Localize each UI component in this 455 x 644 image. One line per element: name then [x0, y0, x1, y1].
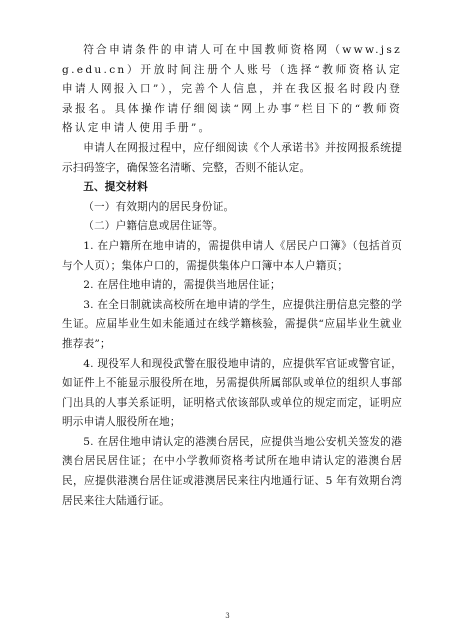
item-household-info: （二）户籍信息或居住证等。	[83, 220, 224, 233]
subitem-5: 5. 在居住地申请认定的港澳台居民，应提供当地公安机关签发的港澳台居民居住证；在中小学教师资格考试所在地申请认定的港澳台居民，应提供港澳台居住证或港澳居民来往内地通行证、5 年有效期台湾居民来往大陆通行证。	[62, 435, 402, 507]
subitem-3: 3. 在全日制就读高校所在地申请的学生，应提供注册信息完整的学生证。应届毕业生如未能通过在线学籍核验，需提供“应届毕业生就业推荐表”；	[62, 298, 402, 350]
subitem-1: 1. 在户籍所在地申请的，需提供申请人《居民户口簿》（包括首页与个人页）；集体户口的，需提供集体户口簿中本人户籍页；	[62, 239, 402, 272]
subitem-4: 4. 现役军人和现役武警在服役地申请的，应提供军官证或警官证，如证件上不能显示服役所在地，另需提供所属部队或单位的组织人事部门出具的人事关系证明，证明格式依该部队或单位的规定而定，证明应明示申请人服役所在地；	[62, 357, 402, 429]
item-id-card: （一）有效期内的居民身份证。	[83, 200, 235, 213]
page-number: 3	[225, 612, 230, 620]
document-body	[62, 41, 402, 511]
section-heading: 五、提交材料	[83, 181, 148, 194]
registration-paragraph: 符合申请条件的申请人可在中国教师资格网（www.jszg.edu.cn）开放时间注册个人账号（选择“教师资格认定申请人网报入口”），完善个人信息，并在我区报名时段内登录报名。具体操作请仔细阅读“网上办事”栏目下的“教师资格认定申请人使用手册”。	[62, 44, 402, 135]
signature-paragraph: 申请人在网报过程中，应仔细阅读《个人承诺书》并按网报系统提示扫码签字，确保签名清晰、完整，否则不能认定。	[62, 141, 402, 174]
subitem-2: 2. 在居住地申请的，需提供当地居住证；	[83, 279, 281, 292]
